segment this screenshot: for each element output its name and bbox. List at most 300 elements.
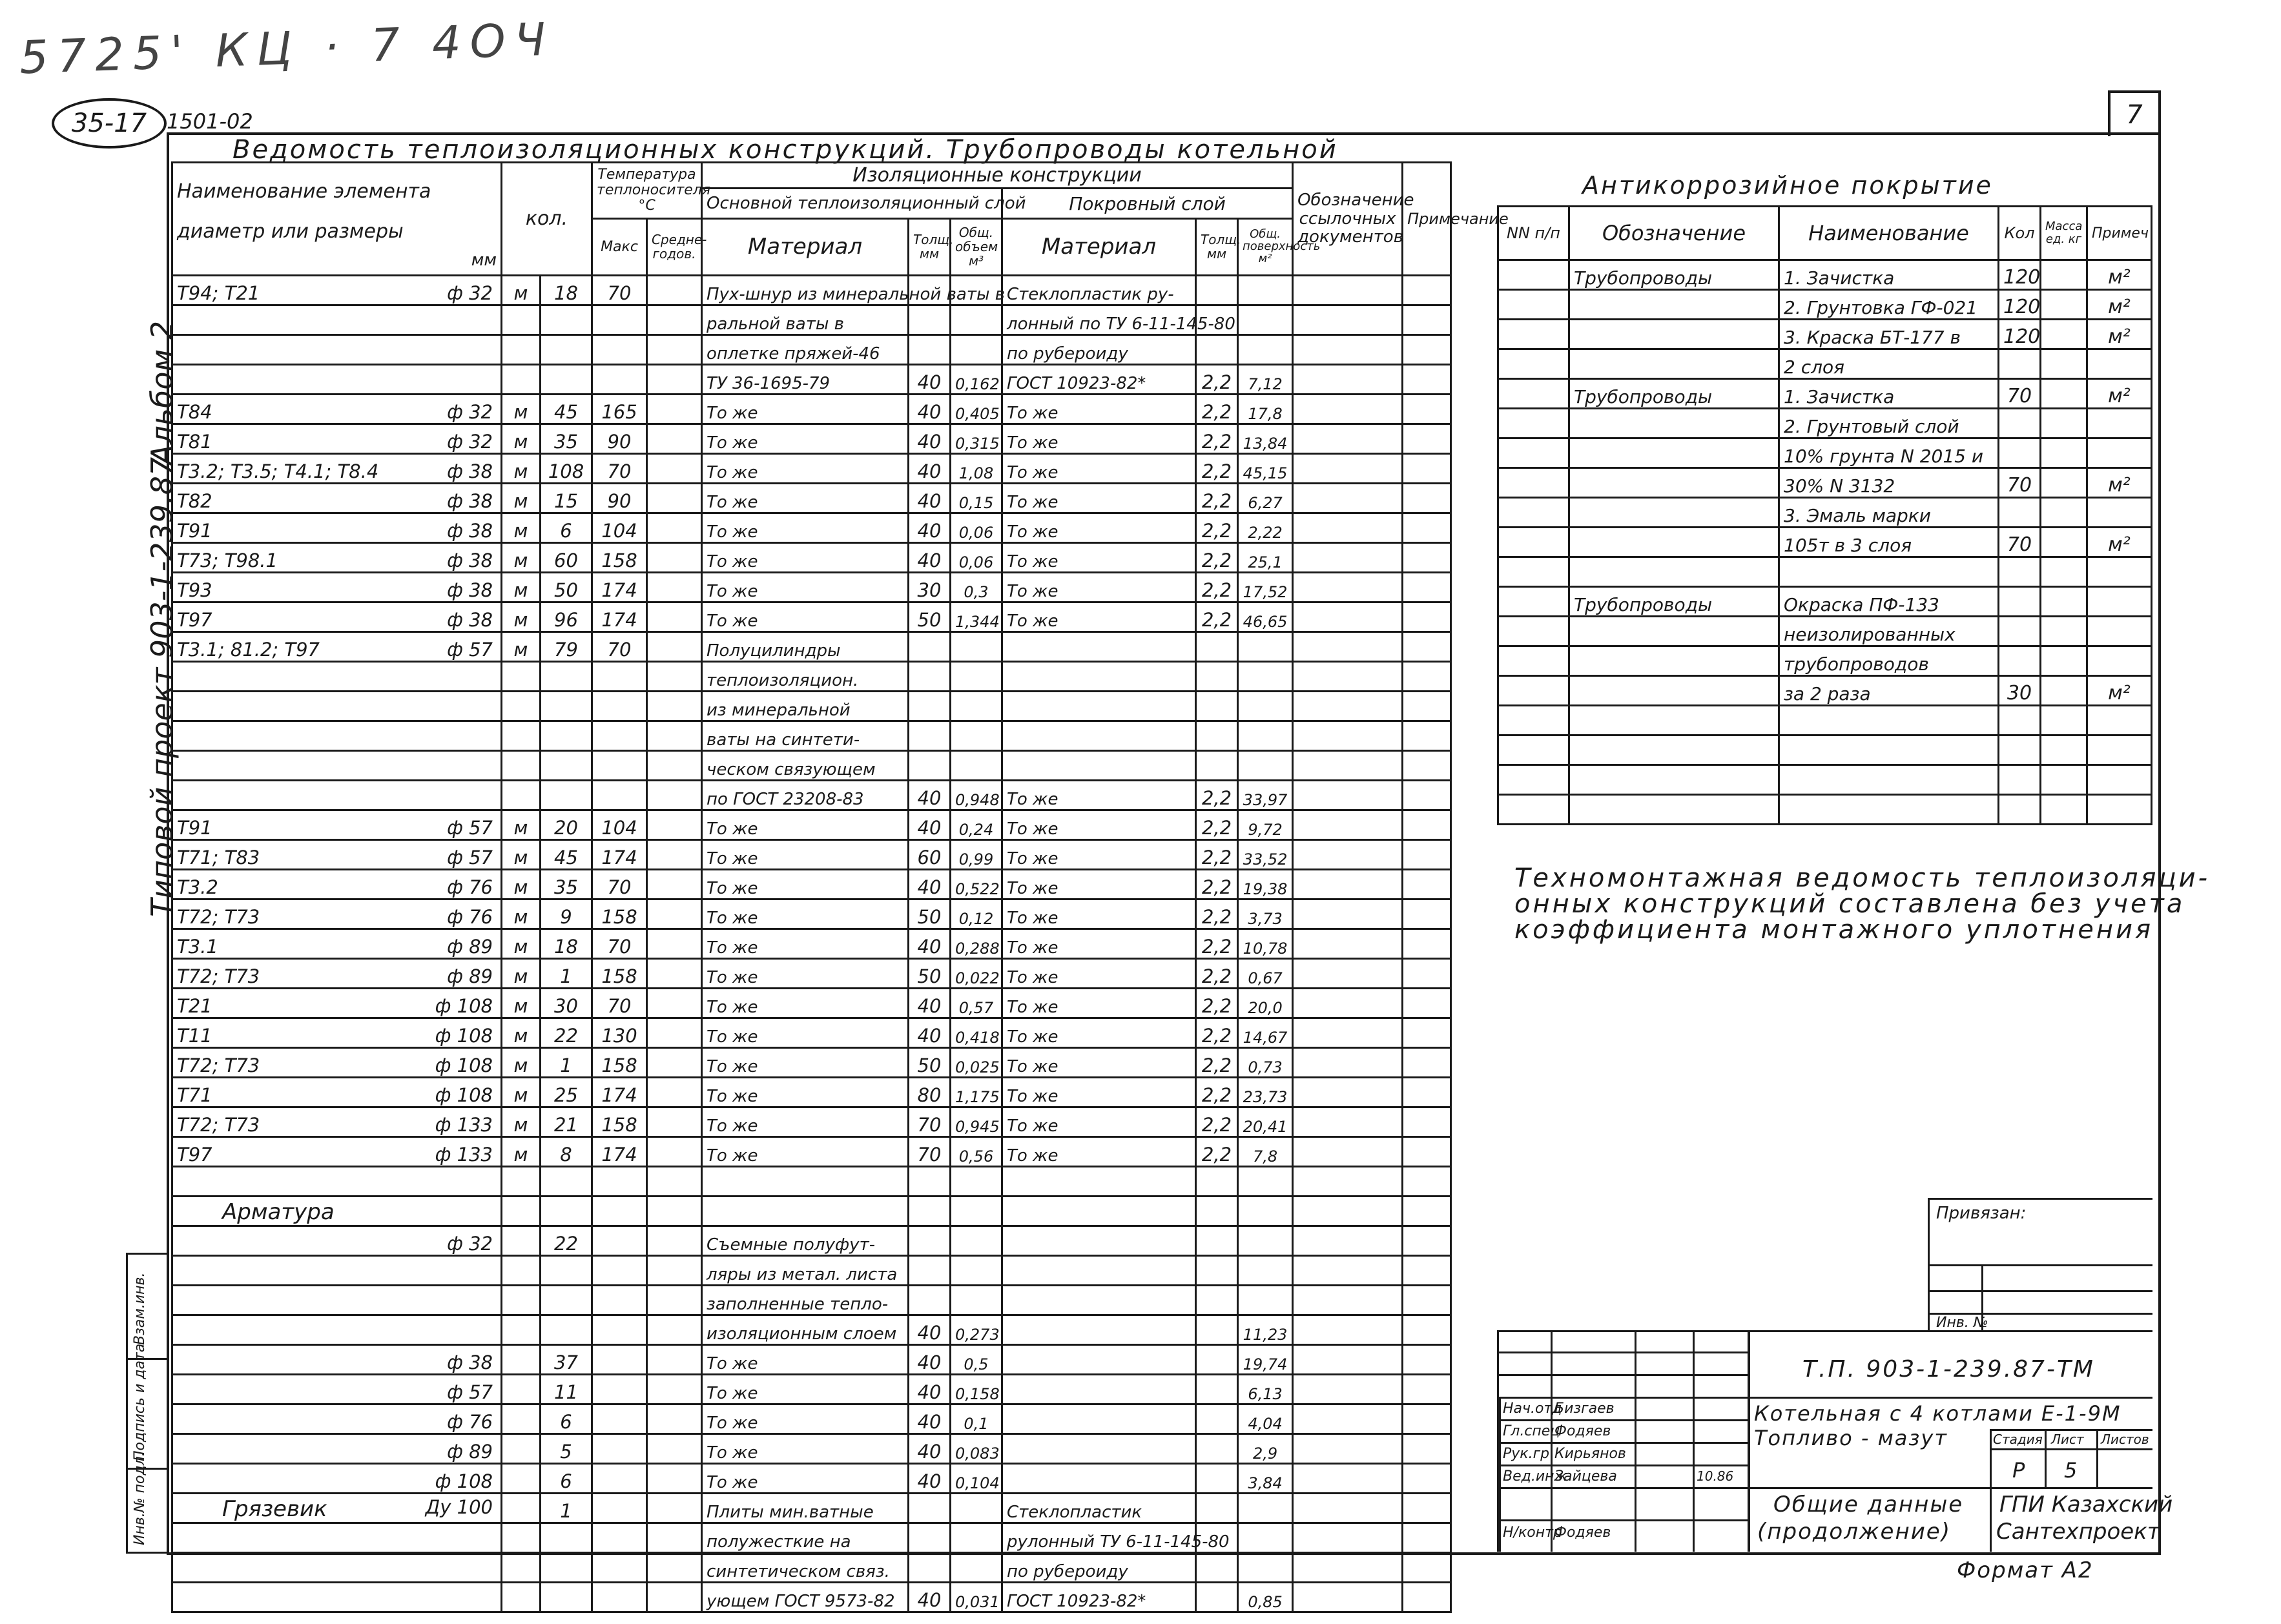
cell-volume: [951, 1255, 1002, 1285]
table-row: [172, 1136, 1451, 1166]
cell-temp-avg: [647, 691, 702, 721]
anti-cell-nn: [1498, 498, 1569, 528]
cell-volume: 0,022: [951, 958, 1002, 988]
cell-note: [1403, 1136, 1451, 1166]
anti-cell-nn: [1498, 587, 1569, 617]
cell-temp-avg: [647, 1315, 702, 1344]
cell-thick: [909, 721, 951, 750]
cell-material: полужесткие на: [702, 1523, 909, 1552]
cell-area: 23,73: [1238, 1077, 1293, 1107]
cell-cover-material: [1002, 1196, 1196, 1226]
cell-cover-thick: 2,2: [1196, 572, 1238, 602]
cell-cover-thick: [1196, 632, 1238, 661]
note-line-2: онных конструкций составлена без учета: [1514, 889, 2185, 919]
cell-temp-max: [592, 661, 647, 691]
anti-col-name: Наименование: [1779, 207, 1999, 260]
privyazan-label: Привязан:: [1936, 1204, 2027, 1223]
cell-docref: [1293, 572, 1403, 602]
anti-cell-nn: [1498, 795, 1569, 825]
cell-material: То же: [702, 1344, 909, 1374]
cell-cover-thick: [1196, 1374, 1238, 1404]
format-label: Формат А2: [1957, 1557, 2094, 1583]
cell-area: [1238, 1493, 1293, 1523]
cell-docref: [1293, 1107, 1403, 1136]
cell-material: синтетическом связ.: [702, 1552, 909, 1582]
anti-cell-desig: [1569, 438, 1779, 468]
table-row: [172, 839, 1451, 869]
cell-name: [172, 305, 502, 334]
cell-name: ф 32: [172, 1226, 502, 1255]
cell-unit: [502, 780, 541, 810]
cell-name: Арматура: [172, 1196, 502, 1226]
cell-qty: 6: [541, 1463, 592, 1493]
cell-name: [172, 661, 502, 691]
stamp-role-5: Н/контр: [1503, 1525, 1562, 1541]
cell-unit: [502, 691, 541, 721]
anti-cell-note: м²: [2087, 260, 2152, 290]
table-row: [172, 1018, 1451, 1047]
cell-material: То же: [702, 1374, 909, 1404]
cell-area: 20,41: [1238, 1107, 1293, 1136]
cell-note: [1403, 1582, 1451, 1612]
anti-cell-desig: [1569, 557, 1779, 587]
cell-note: [1403, 483, 1451, 513]
anti-row: [1498, 646, 2152, 676]
table-row: [172, 572, 1451, 602]
cell-temp-avg: [647, 929, 702, 958]
cell-temp-max: [592, 721, 647, 750]
cell-qty: 18: [541, 929, 592, 958]
cell-material: Пух-шнур из минеральной ваты в: [702, 275, 909, 305]
stamp-listov-label: Листов: [2101, 1432, 2149, 1447]
cell-note: [1403, 513, 1451, 542]
anti-cell-name: 10% грунта N 2015 и: [1779, 438, 1999, 468]
col-header-area: Общ. поверхность м²: [1238, 219, 1293, 275]
cell-material: Полуцилиндры: [702, 632, 909, 661]
cell-qty: 45: [541, 394, 592, 424]
cell-docref: [1293, 958, 1403, 988]
cell-unit: [502, 1315, 541, 1344]
cell-docref: [1293, 1493, 1403, 1523]
anti-cell-note: м²: [2087, 676, 2152, 706]
cell-material: То же: [702, 453, 909, 483]
col-header-qty: кол.: [502, 163, 592, 276]
cell-unit: м: [502, 513, 541, 542]
anti-cell-mass: [2041, 528, 2087, 557]
cell-volume: 0,162: [951, 364, 1002, 394]
cell-volume: 1,175: [951, 1077, 1002, 1107]
anti-cell-mass: [2041, 557, 2087, 587]
cell-temp-max: 158: [592, 899, 647, 929]
cell-area: 7,12: [1238, 364, 1293, 394]
cell-material: То же: [702, 1047, 909, 1077]
table-header-row-1: [172, 163, 1451, 189]
cell-name: Т72; Т73 ф 76: [172, 899, 502, 929]
cell-temp-avg: [647, 988, 702, 1018]
table-row: [172, 661, 1451, 691]
cell-thick: 40: [909, 424, 951, 453]
cell-material: То же: [702, 810, 909, 839]
table-row: [172, 1315, 1451, 1344]
cell-thick: 40: [909, 394, 951, 424]
anti-cell-name: 1. Зачистка: [1779, 379, 1999, 409]
table-row: [172, 1226, 1451, 1255]
cell-material: [702, 1166, 909, 1196]
cell-temp-max: [592, 1404, 647, 1434]
anti-row: [1498, 320, 2152, 349]
inv-label: Инв. №: [1936, 1315, 1988, 1331]
cell-thick: [909, 1226, 951, 1255]
anti-cell-note: [2087, 409, 2152, 438]
cell-material: То же: [702, 1018, 909, 1047]
cell-material: из минеральной: [702, 691, 909, 721]
cell-unit: м: [502, 1018, 541, 1047]
cell-thick: 70: [909, 1136, 951, 1166]
cell-unit: [502, 1226, 541, 1255]
cell-area: [1238, 1523, 1293, 1552]
cell-area: [1238, 721, 1293, 750]
cell-name: [172, 1552, 502, 1582]
cell-temp-max: 158: [592, 542, 647, 572]
anti-cell-desig: [1569, 409, 1779, 438]
anti-row: [1498, 676, 2152, 706]
cell-qty: [541, 721, 592, 750]
cell-area: 13,84: [1238, 424, 1293, 453]
cell-qty: [541, 750, 592, 780]
anti-cell-name: 3. Эмаль марки: [1779, 498, 1999, 528]
cell-unit: [502, 1523, 541, 1552]
cell-material: ваты на синтети-: [702, 721, 909, 750]
cell-cover-thick: [1196, 1463, 1238, 1493]
cell-unit: м: [502, 899, 541, 929]
cell-volume: [951, 1226, 1002, 1255]
cell-qty: 9: [541, 899, 592, 929]
table-row: [172, 810, 1451, 839]
cell-material: То же: [702, 1136, 909, 1166]
cell-qty: 108: [541, 453, 592, 483]
table-row: [172, 988, 1451, 1018]
cell-area: 2,22: [1238, 513, 1293, 542]
cell-cover-material: рулонный ТУ 6-11-145-80: [1002, 1523, 1196, 1552]
cell-temp-avg: [647, 1047, 702, 1077]
cell-note: [1403, 661, 1451, 691]
cell-temp-max: 174: [592, 602, 647, 632]
cell-cover-material: То же: [1002, 453, 1196, 483]
cell-temp-max: [592, 780, 647, 810]
anti-cell-mass: [2041, 409, 2087, 438]
cell-temp-avg: [647, 780, 702, 810]
cell-name: [172, 1582, 502, 1612]
anti-cell-desig: [1569, 735, 1779, 765]
anti-row: [1498, 795, 2152, 825]
cell-name: Т93 ф 38: [172, 572, 502, 602]
cell-docref: [1293, 364, 1403, 394]
cell-qty: [541, 1255, 592, 1285]
doc-code: 1501-02: [167, 109, 253, 134]
cell-volume: 0,025: [951, 1047, 1002, 1077]
cell-temp-avg: [647, 958, 702, 988]
cell-cover-thick: 2,2: [1196, 424, 1238, 453]
cell-material: То же: [702, 869, 909, 899]
cell-temp-avg: [647, 483, 702, 513]
table-row: [172, 453, 1451, 483]
anti-cell-mass: [2041, 587, 2087, 617]
col-header-material: Материал: [702, 219, 909, 275]
cell-temp-avg: [647, 1077, 702, 1107]
cell-name: [172, 1315, 502, 1344]
cell-note: [1403, 839, 1451, 869]
cell-note: [1403, 1196, 1451, 1226]
cell-qty: 20: [541, 810, 592, 839]
table-row: [172, 1434, 1451, 1463]
cell-temp-max: 104: [592, 513, 647, 542]
col-header-thick2: Толщ. мм: [1196, 219, 1238, 275]
cell-note: [1403, 1523, 1451, 1552]
cell-docref: [1293, 721, 1403, 750]
cell-thick: [909, 661, 951, 691]
cell-note: [1403, 1374, 1451, 1404]
cell-temp-avg: [647, 424, 702, 453]
cell-area: [1238, 1166, 1293, 1196]
stamp-sheet-title-1: Общие данные: [1773, 1492, 1964, 1517]
table-row: [172, 602, 1451, 632]
cell-cover-material: [1002, 1374, 1196, 1404]
cell-note: [1403, 691, 1451, 721]
cell-qty: [541, 1582, 592, 1612]
cell-volume: 0,3: [951, 572, 1002, 602]
cell-area: 17,8: [1238, 394, 1293, 424]
cell-note: [1403, 1463, 1451, 1493]
cell-area: 0,73: [1238, 1047, 1293, 1077]
anti-cell-nn: [1498, 765, 1569, 795]
cell-qty: [541, 305, 592, 334]
cell-docref: [1293, 275, 1403, 305]
side-project: Типовой проект 903-1-239.87: [145, 457, 180, 917]
table-row: [172, 632, 1451, 661]
anti-cell-desig: [1569, 320, 1779, 349]
cell-temp-max: [592, 1166, 647, 1196]
cell-area: [1238, 305, 1293, 334]
cell-unit: [502, 1463, 541, 1493]
cell-note: [1403, 988, 1451, 1018]
cell-volume: 0,104: [951, 1463, 1002, 1493]
cell-cover-material: лонный по ТУ 6-11-145-80: [1002, 305, 1196, 334]
cell-qty: [541, 1166, 592, 1196]
cell-cover-material: [1002, 1166, 1196, 1196]
cell-qty: [541, 1196, 592, 1226]
cell-thick: 40: [909, 364, 951, 394]
cell-volume: [951, 691, 1002, 721]
table-row: [172, 1107, 1451, 1136]
cell-qty: 6: [541, 1404, 592, 1434]
cell-note: [1403, 1166, 1451, 1196]
table-row: [172, 483, 1451, 513]
cell-name: Т3.2; Т3.5; Т4.1; Т8.4 ф 38: [172, 453, 502, 483]
cell-thick: [909, 1552, 951, 1582]
cell-qty: 96: [541, 602, 592, 632]
cell-note: [1403, 1255, 1451, 1285]
cell-note: [1403, 305, 1451, 334]
cell-cover-thick: [1196, 1493, 1238, 1523]
cell-material: ТУ 36-1695-79: [702, 364, 909, 394]
cell-cover-thick: 2,2: [1196, 958, 1238, 988]
cell-area: 33,97: [1238, 780, 1293, 810]
cell-cover-thick: [1196, 1434, 1238, 1463]
cell-area: 3,84: [1238, 1463, 1293, 1493]
cell-volume: [951, 721, 1002, 750]
cell-name: Т97 ф 133: [172, 1136, 502, 1166]
anti-cell-qty: [1999, 706, 2041, 735]
cell-docref: [1293, 542, 1403, 572]
col-header-docref: Обозначение ссылочных документов: [1293, 163, 1403, 276]
stamp-org-1: ГПИ Казахский: [1999, 1492, 2173, 1517]
cell-cover-thick: 2,2: [1196, 1047, 1238, 1077]
cell-temp-avg: [647, 632, 702, 661]
cell-material: То же: [702, 1404, 909, 1434]
cell-material: То же: [702, 1463, 909, 1493]
anti-cell-desig: Трубопроводы: [1569, 260, 1779, 290]
cell-thick: [909, 1493, 951, 1523]
cell-name: Т72; Т73 ф 133: [172, 1107, 502, 1136]
cell-temp-max: 158: [592, 1107, 647, 1136]
anti-cell-nn: [1498, 409, 1569, 438]
anti-cell-name: [1779, 765, 1999, 795]
cell-note: [1403, 958, 1451, 988]
cell-thick: 50: [909, 899, 951, 929]
anti-col-note: Примеч: [2087, 207, 2152, 260]
cell-temp-avg: [647, 1255, 702, 1285]
anti-cell-mass: [2041, 676, 2087, 706]
cell-volume: 0,06: [951, 513, 1002, 542]
cell-temp-max: [592, 364, 647, 394]
cell-unit: [502, 661, 541, 691]
anti-cell-qty: 30: [1999, 676, 2041, 706]
cell-temp-avg: [647, 869, 702, 899]
anti-cell-mass: [2041, 290, 2087, 320]
cell-docref: [1293, 899, 1403, 929]
cell-material: То же: [702, 839, 909, 869]
cell-note: [1403, 1315, 1451, 1344]
stamp-name-2: Фодяев: [1554, 1423, 1611, 1439]
cell-name: Т91 ф 57: [172, 810, 502, 839]
cell-volume: [951, 305, 1002, 334]
cell-cover-material: То же: [1002, 839, 1196, 869]
cell-material: То же: [702, 513, 909, 542]
table-row: [172, 1047, 1451, 1077]
cell-material: ральной ваты в: [702, 305, 909, 334]
cell-qty: 1: [541, 958, 592, 988]
stamp-circle: [52, 98, 167, 149]
anti-cell-mass: [2041, 438, 2087, 468]
cell-name: Т3.2 ф 76: [172, 869, 502, 899]
cell-temp-avg: [647, 1523, 702, 1552]
cell-area: 20,0: [1238, 988, 1293, 1018]
anti-cell-mass: [2041, 260, 2087, 290]
cell-cover-material: [1002, 1463, 1196, 1493]
table-row: [172, 1285, 1451, 1315]
cell-cover-thick: 2,2: [1196, 453, 1238, 483]
cell-thick: 40: [909, 513, 951, 542]
cell-note: [1403, 1493, 1451, 1523]
cell-cover-thick: 2,2: [1196, 1107, 1238, 1136]
cell-unit: [502, 721, 541, 750]
cell-temp-avg: [647, 1434, 702, 1463]
anti-title: Антикоррозийное покрытие: [1582, 171, 1993, 200]
cell-name: ф 57: [172, 1374, 502, 1404]
cell-cover-material: То же: [1002, 810, 1196, 839]
cell-cover-thick: [1196, 721, 1238, 750]
cell-temp-max: [592, 1493, 647, 1523]
cell-note: [1403, 1552, 1451, 1582]
cell-temp-max: [592, 1285, 647, 1315]
cell-cover-material: Стеклопластик ру-: [1002, 275, 1196, 305]
anti-row: [1498, 260, 2152, 290]
anti-cell-name: за 2 раза: [1779, 676, 1999, 706]
cell-qty: [541, 691, 592, 721]
cell-docref: [1293, 1166, 1403, 1196]
cell-volume: 0,12: [951, 899, 1002, 929]
cell-name: Т94; Т21 ф 32: [172, 275, 502, 305]
cell-cover-material: То же: [1002, 988, 1196, 1018]
cell-unit: м: [502, 1107, 541, 1136]
cell-temp-max: [592, 1374, 647, 1404]
anti-cell-name: [1779, 706, 1999, 735]
cell-qty: 50: [541, 572, 592, 602]
cell-qty: 1: [541, 1493, 592, 1523]
cell-docref: [1293, 1226, 1403, 1255]
cell-cover-material: [1002, 750, 1196, 780]
cell-temp-max: 70: [592, 929, 647, 958]
cell-temp-max: 70: [592, 632, 647, 661]
page-number-box: [2108, 90, 2161, 136]
cell-name: [172, 364, 502, 394]
cell-area: [1238, 632, 1293, 661]
anti-row: [1498, 349, 2152, 379]
table-row: [172, 869, 1451, 899]
cell-volume: [951, 1196, 1002, 1226]
cell-name: Т82 ф 38: [172, 483, 502, 513]
cell-material: теплоизоляцион.: [702, 661, 909, 691]
cell-temp-max: 90: [592, 483, 647, 513]
anti-cell-mass: [2041, 646, 2087, 676]
cell-cover-thick: 2,2: [1196, 513, 1238, 542]
cell-area: [1238, 750, 1293, 780]
cell-qty: 11: [541, 1374, 592, 1404]
anti-cell-qty: [1999, 795, 2041, 825]
cell-unit: [502, 334, 541, 364]
cell-unit: [502, 305, 541, 334]
stamp-role-2: Гл.спец: [1503, 1423, 1560, 1439]
cell-cover-thick: [1196, 1285, 1238, 1315]
cell-thick: 40: [909, 483, 951, 513]
cell-temp-max: [592, 1463, 647, 1493]
cell-material: То же: [702, 929, 909, 958]
cell-unit: [502, 1552, 541, 1582]
cell-thick: [909, 691, 951, 721]
cell-docref: [1293, 1434, 1403, 1463]
page-number: 7: [2126, 99, 2143, 130]
anti-cell-note: [2087, 735, 2152, 765]
cell-note: [1403, 334, 1451, 364]
anti-cell-name: неизолированных: [1779, 617, 1999, 646]
cell-temp-avg: [647, 275, 702, 305]
cell-volume: [951, 1166, 1002, 1196]
anti-cell-name: 3. Краска БТ-177 в: [1779, 320, 1999, 349]
cell-note: [1403, 572, 1451, 602]
cell-temp-max: [592, 1344, 647, 1374]
cell-thick: 70: [909, 1107, 951, 1136]
anti-row: [1498, 735, 2152, 765]
